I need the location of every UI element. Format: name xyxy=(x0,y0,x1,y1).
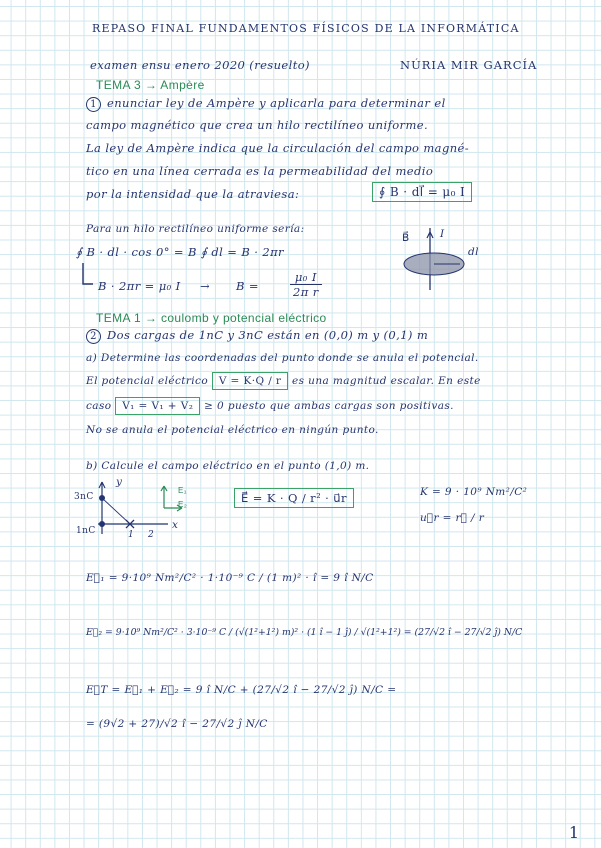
author-name: NÚRIA MIR GARCÍA xyxy=(400,58,538,72)
equation-arrow: → xyxy=(200,279,211,293)
page-number: 1 xyxy=(568,823,579,842)
answer2a-line2-start: caso xyxy=(86,400,112,412)
question2-text: Dos cargas de 1nC y 3nC están en (0,0) m y (0,1) m xyxy=(107,328,429,342)
figure-tick-1: 1 xyxy=(128,530,135,540)
fraction-denominator: 2π r xyxy=(293,285,319,299)
answer2a-line1 xyxy=(86,375,481,387)
e2-calculation: E⃗₂ = 9·10⁹ Nm²/C² · 3·10⁻⁹ C / (√(1²+1²) m)² · (1 î − 1 ĵ) / √(1²+1²) = (27/√2 î − 27/√2 ĵ) N/C xyxy=(86,627,523,638)
wire-field-diagram xyxy=(398,222,498,292)
equation-b-equals: B = xyxy=(236,279,259,293)
total-potential-box: V₁ = V₁ + V₂ xyxy=(115,397,200,415)
figure-label-1nc: 1nC xyxy=(76,526,96,536)
answer2a-line2-end: ≥ 0 puesto que ambas cargas son positivas. xyxy=(204,400,454,412)
unit-vector-definition: u⃗r = r⃗ / r xyxy=(420,512,485,524)
total-field-result: = (9√2 + 27)/√2 î − 27/√2 ĵ N/C xyxy=(86,718,268,730)
tema3-heading: TEMA 3 → Ampère xyxy=(96,78,205,92)
question2 xyxy=(86,328,428,344)
electric-field-formula: E⃗ = K · Q / r² · u⃗r xyxy=(234,488,354,508)
e1-calculation: E⃗₁ = 9·10⁹ Nm²/C² · 1·10⁻⁹ C / (1 m)² · î = 9 î N/C xyxy=(86,572,374,584)
exam-subtitle: examen ensu enero 2020 (resuelto) xyxy=(90,58,310,72)
potential-formula-box: V = K·Q / r xyxy=(212,372,288,390)
answer1-line1: La ley de Ampère indica que la circulación del campo magné- xyxy=(86,141,470,155)
page-title: REPASO FINAL FUNDAMENTOS FÍSICOS DE LA INFORMÁTICA xyxy=(92,22,520,35)
tema1-heading: TEMA 1 → coulomb y potencial eléctrico xyxy=(96,311,327,325)
figure-tick-2: 2 xyxy=(148,530,155,540)
answer1-line3: por la intensidad que la atraviesa: xyxy=(86,187,300,201)
equation-b-2pir: B · 2πr = μ₀ I xyxy=(98,279,181,293)
question-number-badge: 1 xyxy=(86,97,101,112)
answer2a-line3: No se anula el potencial eléctrico en ningún punto. xyxy=(86,424,379,436)
answer2a-line1-start: El potencial eléctrico xyxy=(86,375,209,387)
coulomb-constant: K = 9 · 10⁹ Nm²/C² xyxy=(420,486,528,498)
answer2a-line2 xyxy=(86,400,454,412)
question2-part-b: b) Calcule el campo eléctrico en el punto (1,0) m. xyxy=(86,460,370,472)
figure-label-y: y xyxy=(116,476,123,488)
connector-bracket xyxy=(80,262,94,288)
figure-label-3nc: 3nC xyxy=(74,492,94,502)
ampere-law-formula: ∮ B · dl⃗ = μ₀ I xyxy=(372,182,472,202)
figure-label-B: B⃗ xyxy=(402,232,410,244)
answer1-line2: tico en una línea cerrada es la permeabilidad del medio xyxy=(86,164,434,178)
question1 xyxy=(86,96,446,112)
question1-line1: enunciar ley de Ampère y aplicarla para determinar el xyxy=(107,96,446,110)
figure-label-x: x xyxy=(172,519,179,531)
question1-line2: campo magnético que crea un hilo rectilíneo uniforme. xyxy=(86,118,429,132)
equation-b-fraction xyxy=(290,270,322,299)
question2-part-a: a) Determine las coordenadas del punto donde se anula el potencial. xyxy=(86,352,479,364)
figure-label-I: I xyxy=(440,228,445,240)
equation-circulation: ∮ B · dl · cos 0° = B ∮ dl = B · 2πr xyxy=(76,245,284,259)
figure-label-e1: E₁ xyxy=(178,486,187,495)
figure-label-e2: E₂ xyxy=(178,500,188,509)
wire-intro-text: Para un hilo rectilíneo uniforme sería: xyxy=(86,223,305,235)
answer2a-line1-end: es una magnitud escalar. En este xyxy=(292,375,481,387)
fraction-numerator: μ₀ I xyxy=(290,270,322,285)
question-number-badge: 2 xyxy=(86,329,101,344)
figure-label-dl: dl xyxy=(468,246,479,258)
total-field-sum: E⃗T = E⃗₁ + E⃗₂ = 9 î N/C + (27/√2 î − 27/√2 ĵ) N/C = xyxy=(86,684,397,696)
